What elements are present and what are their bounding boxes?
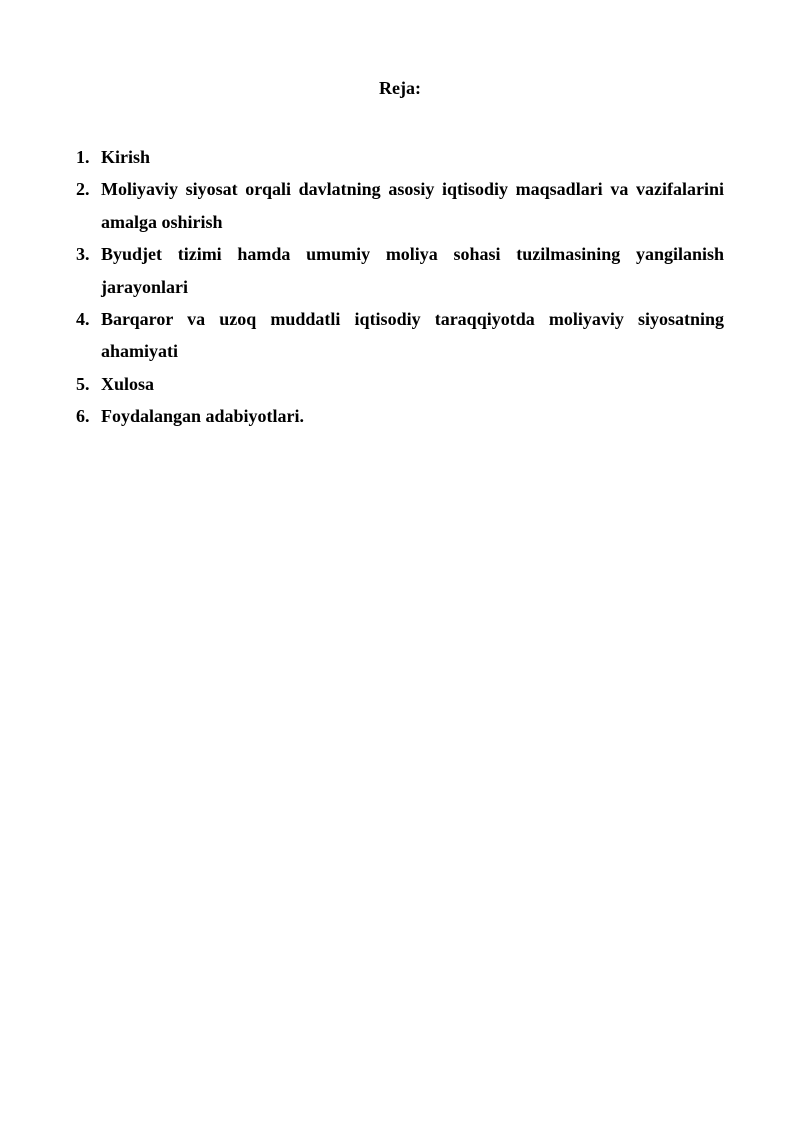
list-item bbox=[76, 238, 724, 303]
list-item-text: Barqaror va uzoq muddatli iqtisodiy taraqqiyotda moliyaviy siyosatning ahamiyati bbox=[101, 309, 724, 362]
list-item-number: 1. bbox=[76, 147, 90, 167]
page-title: Reja: bbox=[379, 78, 421, 98]
list-item bbox=[76, 173, 724, 238]
list-item bbox=[76, 400, 724, 432]
list-item bbox=[76, 303, 724, 368]
list-item-number: 5. bbox=[76, 373, 90, 394]
list-item bbox=[76, 368, 724, 400]
list-item-text: Foydalangan adabiyotlari. bbox=[101, 406, 305, 427]
list-item-text: Kirish bbox=[101, 147, 151, 167]
list-item-text: Moliyaviy siyosat orqali davlatning asosiy iqtisodiy maqsadlari va vazifalarini amalga oshirish bbox=[101, 179, 724, 232]
plan-list bbox=[76, 141, 724, 433]
list-item-number: 6. bbox=[76, 406, 90, 427]
list-item-number: 2. bbox=[76, 179, 90, 200]
list-item-number: 3. bbox=[76, 244, 90, 265]
list-item bbox=[76, 141, 724, 173]
list-item-text: Byudjet tizimi hamda umumiy moliya sohasi tuzilmasining yangilanish jarayonlari bbox=[101, 244, 724, 297]
list-item-number: 4. bbox=[76, 309, 90, 330]
list-item-text: Xulosa bbox=[101, 373, 155, 394]
